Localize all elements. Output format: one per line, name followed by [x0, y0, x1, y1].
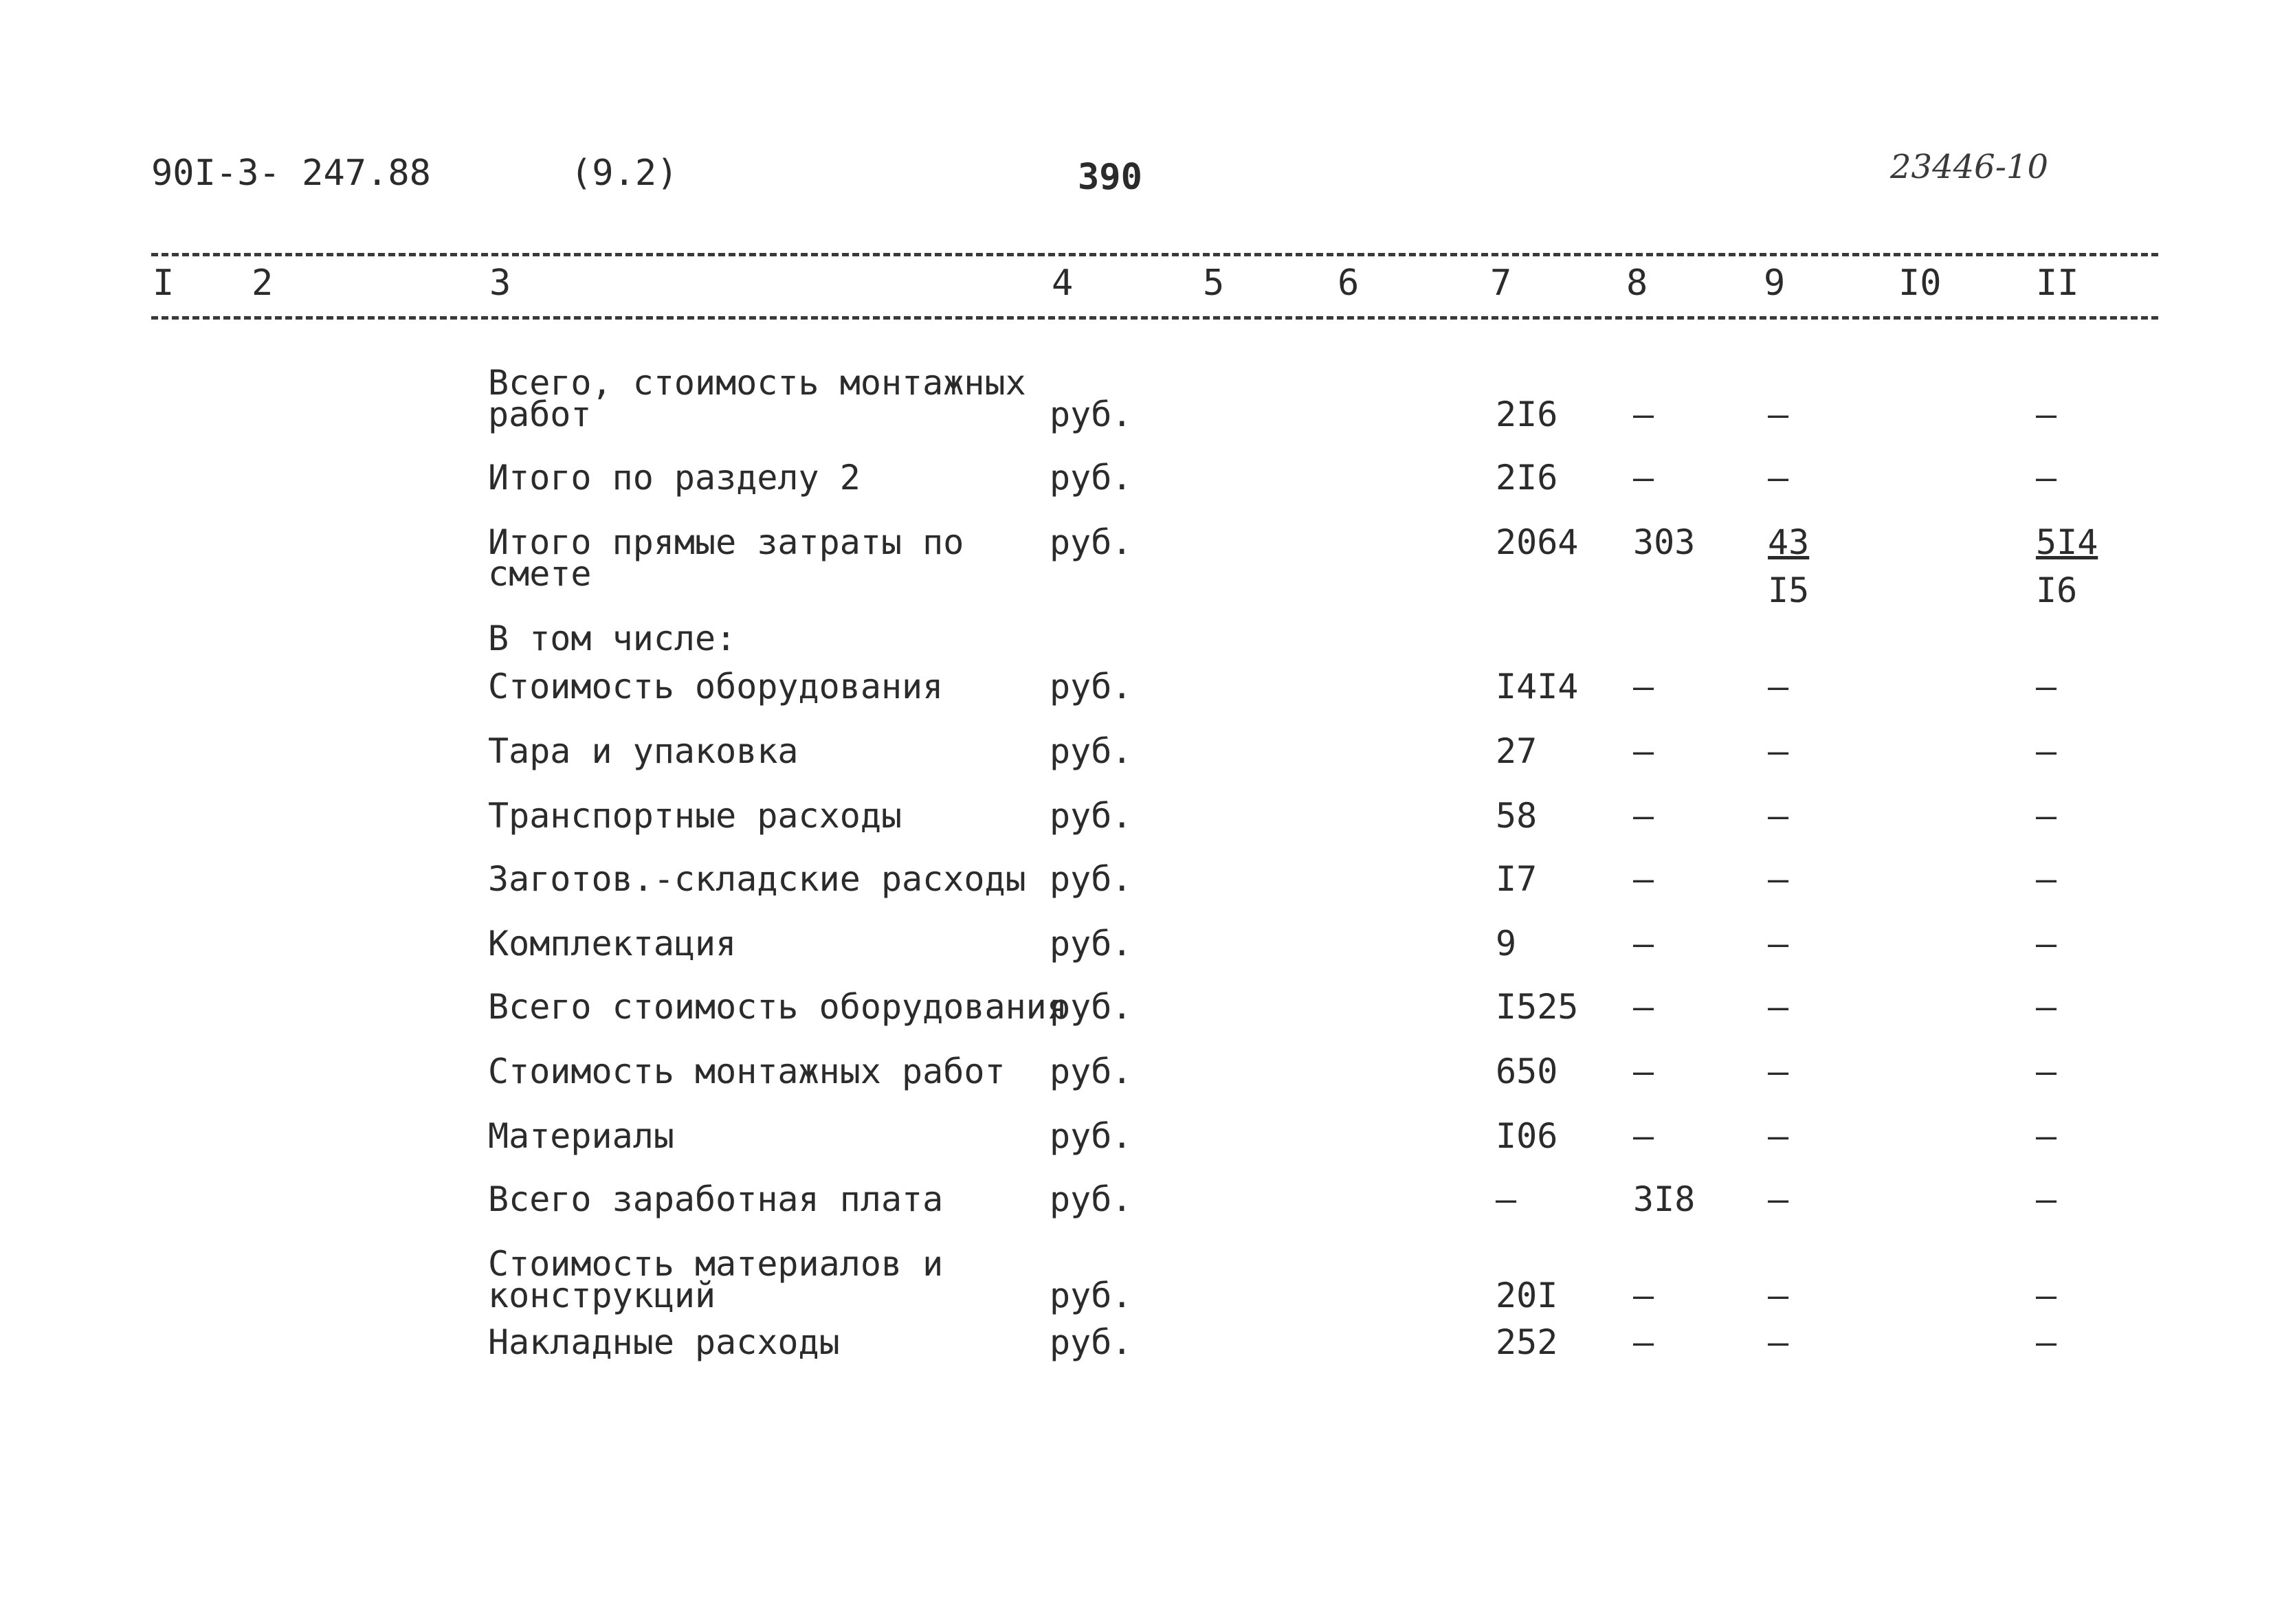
- row-col8: –: [1633, 1276, 1654, 1315]
- table-top-rule: [151, 253, 2158, 256]
- row-col8: –: [1633, 1116, 1654, 1156]
- col-header-4: 4: [1052, 263, 1074, 304]
- row-col9: –: [1768, 1179, 1789, 1219]
- row-unit: руб.: [1050, 731, 1133, 771]
- row-label: Заготов.-складские расходы: [488, 859, 1026, 899]
- row-col11: –: [2036, 1276, 2057, 1315]
- row-col7: 2064: [1496, 522, 1579, 562]
- row-label: Итого по разделу 2: [488, 458, 861, 498]
- col-header-8: 8: [1626, 263, 1648, 304]
- col-header-11: II: [2036, 263, 2079, 304]
- row-col7: 2I6: [1496, 394, 1558, 434]
- row-col9: 43: [1768, 522, 1810, 562]
- row-col7: I7: [1496, 859, 1538, 899]
- row-col11: –: [2036, 731, 2057, 771]
- row-col8: –: [1633, 394, 1654, 434]
- row-col7: 58: [1496, 796, 1538, 836]
- row-col11: 5I4: [2036, 522, 2098, 562]
- row-unit: руб.: [1050, 1276, 1133, 1315]
- row-label: В том числе:: [488, 619, 737, 658]
- row-label: Стоимость монтажных работ: [488, 1052, 1006, 1091]
- row-col8: –: [1633, 1322, 1654, 1362]
- row-col8: 3I8: [1633, 1179, 1696, 1219]
- row-label: Транспортные расходы: [488, 796, 902, 836]
- row-unit: руб.: [1050, 667, 1133, 707]
- row-unit: руб.: [1050, 458, 1133, 498]
- row-col11-sub: I6: [2036, 570, 2078, 610]
- row-col9: –: [1768, 458, 1789, 498]
- row-col9: –: [1768, 731, 1789, 771]
- col-header-9: 9: [1764, 263, 1786, 304]
- row-col9: –: [1768, 859, 1789, 899]
- row-col11: –: [2036, 987, 2057, 1027]
- row-col9: –: [1768, 1052, 1789, 1091]
- row-col9: –: [1768, 1322, 1789, 1362]
- row-col7: I06: [1496, 1116, 1558, 1156]
- row-col7: I525: [1496, 987, 1579, 1027]
- row-col11: –: [2036, 796, 2057, 836]
- row-label: Накладные расходы: [488, 1322, 840, 1362]
- row-col11: –: [2036, 1179, 2057, 1219]
- row-unit: руб.: [1050, 522, 1133, 562]
- row-col9: –: [1768, 796, 1789, 836]
- row-col8: –: [1633, 1052, 1654, 1091]
- row-col7: 9: [1496, 924, 1517, 964]
- row-label: Материалы: [488, 1116, 674, 1156]
- row-label: Всего стоимость оборудования: [488, 987, 1067, 1027]
- row-col7: 20I: [1496, 1276, 1558, 1315]
- row-unit: руб.: [1050, 1322, 1133, 1362]
- row-col11: –: [2036, 924, 2057, 964]
- row-unit: руб.: [1050, 394, 1133, 434]
- col-header-6: 6: [1338, 263, 1360, 304]
- col-header-10: I0: [1898, 263, 1942, 304]
- col-header-1: I: [153, 263, 175, 304]
- row-unit: руб.: [1050, 1179, 1133, 1219]
- page-number: 390: [1078, 157, 1142, 198]
- row-label: Всего заработная плата: [488, 1179, 944, 1219]
- row-col9: –: [1768, 1276, 1789, 1315]
- row-label: Тара и упаковка: [488, 731, 799, 771]
- row-unit: руб.: [1050, 1116, 1133, 1156]
- row-col9-sub: I5: [1768, 570, 1810, 610]
- row-col9: –: [1768, 987, 1789, 1027]
- row-col8: –: [1633, 731, 1654, 771]
- row-unit: руб.: [1050, 1052, 1133, 1091]
- row-label: Итого прямые затраты по смете: [488, 522, 964, 594]
- row-unit: руб.: [1050, 924, 1133, 964]
- row-col11: –: [2036, 394, 2057, 434]
- row-col11: –: [2036, 458, 2057, 498]
- row-col8: –: [1633, 987, 1654, 1027]
- row-col11: –: [2036, 1116, 2057, 1156]
- row-label: Комплектация: [488, 924, 737, 964]
- row-col9: –: [1768, 1116, 1789, 1156]
- col-header-2: 2: [252, 263, 274, 304]
- row-label: Стоимость материалов и конструкций: [488, 1244, 944, 1315]
- row-unit: руб.: [1050, 796, 1133, 836]
- row-col8: –: [1633, 859, 1654, 899]
- row-col9: –: [1768, 924, 1789, 964]
- row-col11: –: [2036, 859, 2057, 899]
- row-unit: руб.: [1050, 987, 1133, 1027]
- row-col7: 27: [1496, 731, 1538, 771]
- col-header-3: 3: [489, 263, 511, 304]
- row-col8: –: [1633, 667, 1654, 707]
- row-col8: 303: [1633, 522, 1696, 562]
- inventory-number: 23446-10: [1890, 148, 2048, 186]
- row-col9: –: [1768, 667, 1789, 707]
- row-unit: руб.: [1050, 859, 1133, 899]
- row-col8: –: [1633, 924, 1654, 964]
- row-col9: –: [1768, 394, 1789, 434]
- col-header-5: 5: [1203, 263, 1225, 304]
- row-col11: –: [2036, 667, 2057, 707]
- col-header-7: 7: [1490, 263, 1512, 304]
- row-col7: 252: [1496, 1322, 1558, 1362]
- row-col11: –: [2036, 1322, 2057, 1362]
- row-label: Всего, стоимость монтажных работ: [488, 363, 1026, 434]
- row-col8: –: [1633, 458, 1654, 498]
- section-number: (9.2): [570, 153, 678, 194]
- row-label: Стоимость оборудования: [488, 667, 944, 707]
- doc-code: 90I-3- 247.88: [151, 153, 431, 194]
- row-col7: I4I4: [1496, 667, 1579, 707]
- row-col11: –: [2036, 1052, 2057, 1091]
- row-col8: –: [1633, 796, 1654, 836]
- table-header-rule: [151, 316, 2158, 320]
- row-col7: 650: [1496, 1052, 1558, 1091]
- row-col7: 2I6: [1496, 458, 1558, 498]
- row-col7: –: [1496, 1179, 1517, 1219]
